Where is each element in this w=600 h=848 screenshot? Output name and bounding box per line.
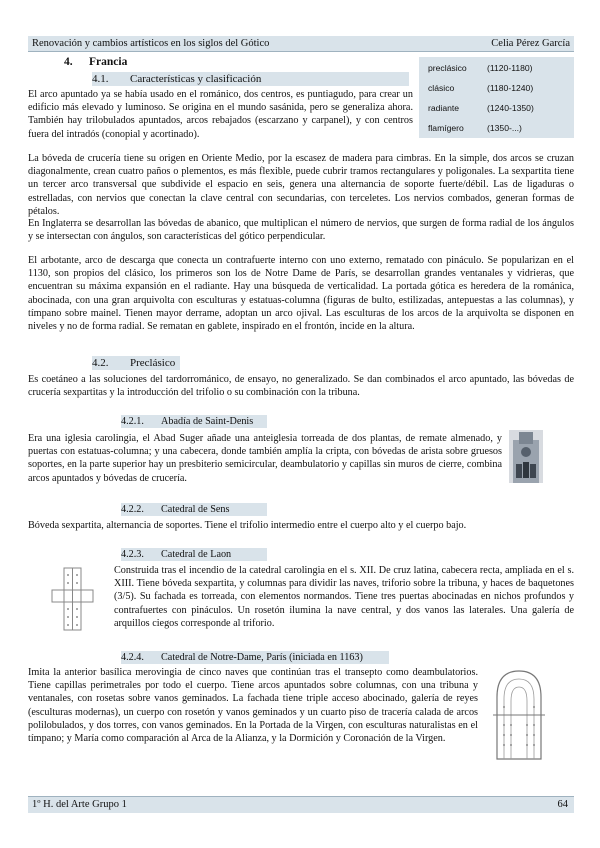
paragraph-boveda-abanico: En Inglaterra se desarrollan las bóvedas de abanico, que multiplican el número de nervios, que surgen de forma radial de los ángulos y se intersectan con ángulos, son características del gótico perpendicular. <box>28 218 574 243</box>
paragraph-arbotante: El arbotante, arco de descarga que conecta un contrafuerte interno con uno externo, rematado con pináculo. Se popularizan en el 1130, son propios del clásico, los primeros son los de Notre Dame de París, se desarrollan grandes ventanales y vidrieras, que encuentran su máxima expansión en el radiante. Hay una búsqueda de verticalidad. La portada gótica es heredera de la románica, abocinada, con una gran arquivolta con esculturas y estatuas-columna (figuras de bulto, estilizadas, antepuestas a las columnas), y tímpano sobre mainel. Tienen mayor derrame, adoptan un arco ojival. Las esculturas de los arcos de la arquivolta se disponen en niveles y no de forma radial. Se rematan en gablete, inspirado en el frontón, incide en la altura. <box>28 255 574 333</box>
heading-title: Catedral de Sens <box>161 504 230 515</box>
page-number: 64 <box>557 799 568 810</box>
section-heading-4 <box>64 56 127 69</box>
period-row <box>419 58 574 78</box>
header-author: Celia Pérez García <box>491 38 570 49</box>
period-row <box>419 78 574 98</box>
subsection-number: 4.1. <box>92 73 109 85</box>
heading-4-2-2 <box>121 503 267 516</box>
heading-4-2-3 <box>121 548 267 561</box>
heading-number: 4.2.1. <box>121 416 144 427</box>
subsection-number: 4.2. <box>92 357 109 369</box>
heading-title: Abadía de Saint-Denis <box>161 416 254 427</box>
period-table <box>419 57 574 138</box>
heading-4-2-4 <box>121 651 389 664</box>
heading-4-2-1 <box>121 415 267 428</box>
heading-number: 4.2.2. <box>121 504 144 515</box>
page-header <box>28 36 574 52</box>
paragraph-boveda-cruceria: La bóveda de crucería tiene su origen en Oriente Medio, por la escasez de madera para cimbras. En la simple, dos arcos se cruzan diagonalmente, crean cuatro paños o plementos, es más flexible, puede cubrir tramos rectangulares y poligonales. La sexpartita tiene un tercer arco transversal que subdivide el espacio en seis, genera una alternancia de soporte fuerte/débil. Las de ligaduras o estrelladas, con nervios que conectan la clave central con secundarias, con terceletes. Los nervios combados, generan formas de pétalos. <box>28 153 574 217</box>
paragraph-preclasico: Es coetáneo a las soluciones del tardorrománico, de ensayo, no generalizado. Se dan combinados el arco apuntado, las bóvedas de crucería sexpartitas y la introducción del trifolio o su combinación con la tribuna. <box>28 374 574 399</box>
heading-title: Catedral de Notre-Dame, París (iniciada en 1163) <box>161 652 363 663</box>
paragraph-sens: Bóveda sexpartita, alternancia de soportes. Tiene el trifolio intermedio entre el cuerpo alto y el cuerpo bajo. <box>28 520 467 531</box>
notre-dame-floor-plan-image <box>489 667 549 762</box>
section-title: Francia <box>89 56 128 68</box>
header-title: Renovación y cambios artísticos en los siglos del Gótico <box>32 38 270 49</box>
period-name: flamígero <box>428 123 464 133</box>
period-name: clásico <box>428 83 455 93</box>
paragraph-laon: Construida tras el incendio de la catedral carolingia en el s. XII. De cruz latina, cabecera recta, ampliada en el s. XIII. Tiene bóveda sexpartita, y columnas para dividir las naves, triforio sobre la tribuna, y haces de baquetones (3/5). Su fachada es torreada, con elementos normandos. Tiene tres puertas abocinadas en nichos profundos y contrafuertes con pináculos. Un rosetón ilumina la nave central, y dos vanos las laterales. Una galería de arquillos ciegos corresponde al triforio. <box>114 565 574 629</box>
paragraph-notre-dame: Imita la anterior basílica merovingia de cinco naves que continúan tras el transepto como deambulatorios. Tiene capillas perimetrales por todo el cuerpo. Tiene arcos apuntados sobre columnas, con una tribuna y ventanales, con rosetas sobre vanos geminados. La fachada tiene triple acceso abocinado, galería de reyes (esculturas modernas), un cuerpo con rosetón y vanos geminados y un cuarto piso de tracería calada de arcos polilobulados, y dos torres, con vanos geminados. En la Portada de la Virgen, con esculturas naturalistas en el tímpano; y María como comparación al Arca de la Alianza, y la Dormición y Coronación de la Virgen. <box>28 667 478 745</box>
period-row <box>419 118 574 138</box>
heading-number: 4.2.4. <box>121 652 144 663</box>
heading-title: Catedral de Laon <box>161 549 232 560</box>
subsection-heading-4-1 <box>92 72 409 86</box>
page-footer <box>28 796 574 813</box>
period-years: (1350-...) <box>487 123 522 133</box>
subsection-heading-4-2 <box>92 356 180 370</box>
footer-course: 1º H. del Arte Grupo 1 <box>32 799 127 810</box>
period-years: (1240-1350) <box>487 103 534 113</box>
period-years: (1120-1180) <box>487 63 533 73</box>
period-years: (1180-1240) <box>487 83 534 93</box>
period-row <box>419 98 574 118</box>
period-name: preclásico <box>428 63 467 73</box>
laon-floor-plan-image <box>50 566 95 632</box>
saint-denis-facade-image <box>509 430 543 483</box>
paragraph-saint-denis: Era una iglesia carolingia, el Abad Suger añade una anteiglesia torreada de dos plantas, de remate almenado, y puertas con estatuas-columna; y una cabecera, donde también amplía la cripta, con bóvedas de arista sobre gruesos soportes, en la parte superior hay un presbiterio semicircular, deambulatorio y capillas sin muros de cierre, combina arcos apuntados y bóvedas de crucería. <box>28 433 502 484</box>
period-name: radiante <box>428 103 460 113</box>
heading-number: 4.2.3. <box>121 549 144 560</box>
subsection-title: Preclásico <box>130 357 176 369</box>
section-number: 4. <box>64 56 73 68</box>
paragraph-arco-apuntado: El arco apuntado ya se había usado en el románico, dos centros, es puntiagudo, para crear un edificio más elevado y luminoso. Se origina en el mundo sasánida, pero se generaliza ahora. También hay trilobulados apuntados, arcos rebajados (escarzano y carpanel), y con centros fuera del intradós (conopial y acortinado). <box>28 89 413 140</box>
subsection-title: Características y clasificación <box>130 73 262 85</box>
